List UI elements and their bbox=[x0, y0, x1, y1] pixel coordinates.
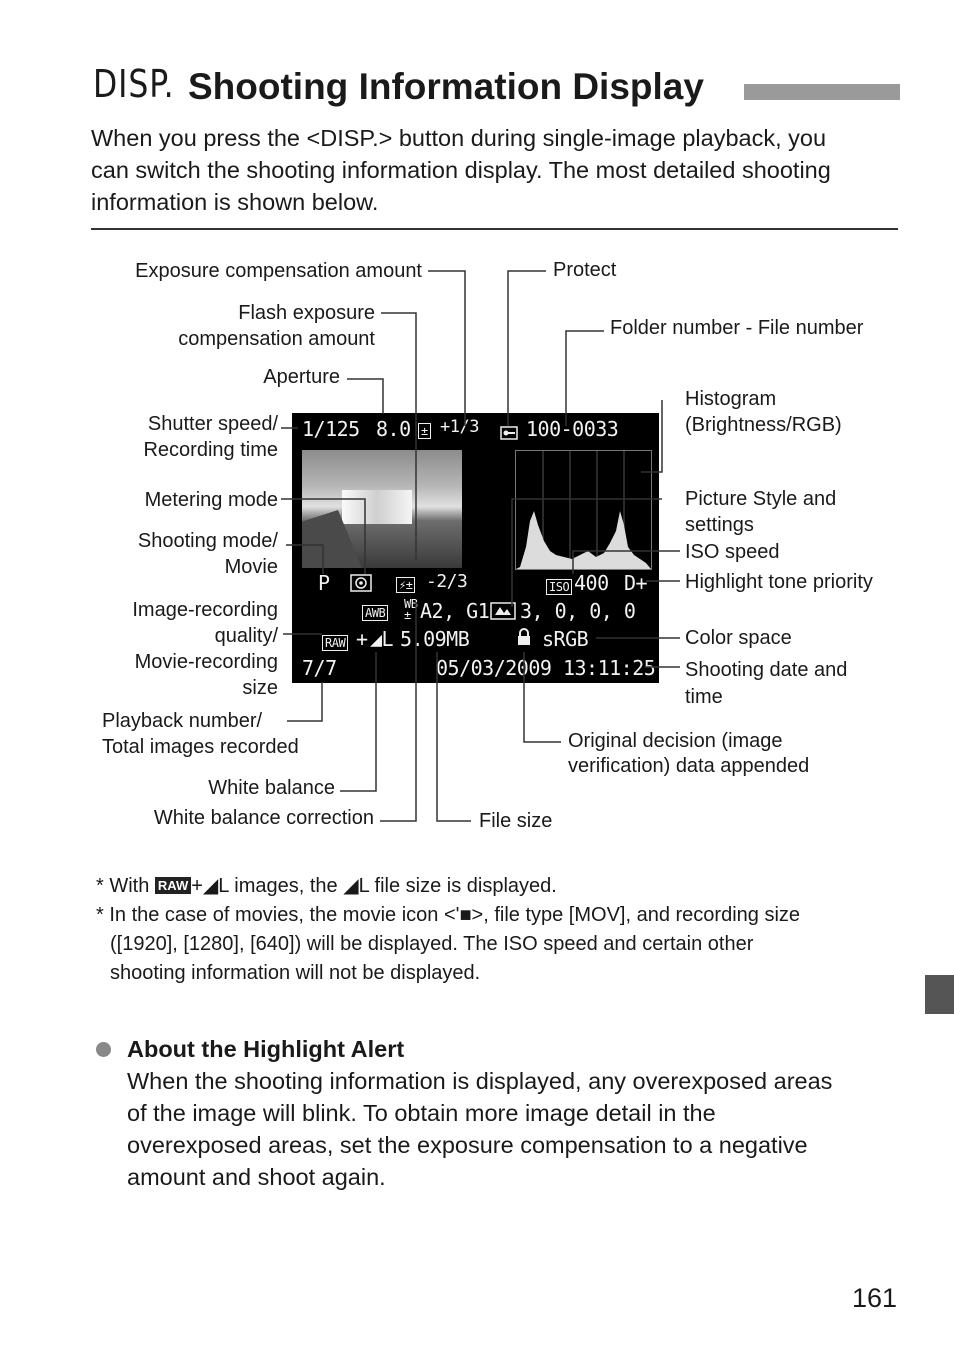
lcd-quality-plus: + bbox=[356, 627, 368, 651]
note-1: * With RAW +◢L images, the ◢L file size is displayed. bbox=[96, 875, 557, 897]
highlight-alert-heading: About the Highlight Alert bbox=[127, 1036, 405, 1062]
label-date-1: Shooting date and bbox=[685, 659, 848, 681]
label-shooting-mode-1: Shooting mode/ bbox=[137, 530, 278, 552]
label-file-size: File size bbox=[479, 810, 553, 832]
page-title: Shooting Information Display bbox=[188, 66, 704, 107]
lcd-flash-comp: -2/3 bbox=[426, 571, 468, 592]
label-metering: Metering mode bbox=[144, 489, 278, 511]
label-folder-file: Folder number - File number bbox=[610, 317, 864, 339]
label-quality-4: size bbox=[242, 677, 278, 699]
label-quality-3: Movie-recording bbox=[134, 651, 278, 673]
label-flash-comp-1: Flash exposure bbox=[238, 302, 375, 324]
highlight-alert-line-3: overexposed areas, set the exposure compensation to a negative bbox=[127, 1132, 808, 1158]
label-white-balance: White balance bbox=[208, 777, 335, 799]
label-shutter-2: Recording time bbox=[143, 439, 278, 461]
disp-icon: DISP. bbox=[93, 62, 175, 106]
lcd-datetime: 05/03/2009 13:11:25 bbox=[436, 656, 656, 680]
label-date-2: time bbox=[685, 686, 723, 708]
note-2-line-3: shooting information will not be displayed. bbox=[110, 962, 481, 984]
label-playback-1: Playback number/ bbox=[102, 710, 263, 732]
bullet-icon bbox=[96, 1042, 111, 1057]
highlight-alert-line-2: of the image will blink. To obtain more image detail in the bbox=[127, 1100, 716, 1126]
quality-icon: RAW bbox=[322, 629, 350, 653]
label-iso: ISO speed bbox=[685, 541, 780, 563]
lcd-iso: 400 bbox=[574, 571, 609, 595]
lcd-shooting-mode: P bbox=[318, 571, 330, 595]
iso-icon: ISO bbox=[546, 573, 574, 597]
label-color-space: Color space bbox=[685, 627, 792, 649]
label-histogram-1: Histogram bbox=[685, 388, 777, 410]
label-original-2: verification) data appended bbox=[568, 755, 810, 777]
note-2-line-1: * In the case of movies, the movie icon <'■>, file type [MOV], and recording size bbox=[96, 904, 801, 926]
label-histogram-2: (Brightness/RGB) bbox=[685, 414, 842, 436]
wb-icon: AWB bbox=[362, 599, 390, 623]
label-quality-1: Image-recording bbox=[132, 599, 278, 621]
label-playback-2: Total images recorded bbox=[102, 736, 299, 758]
note-2-line-2: ([1920], [1280], [640]) will be displayed. The ISO speed and certain other bbox=[110, 933, 754, 955]
exposure-comp-icon: ± bbox=[418, 417, 433, 441]
intro-line-2: can switch the shooting information display. The most detailed shooting bbox=[91, 157, 831, 183]
page-number: 161 bbox=[852, 1283, 898, 1313]
intro-line-3: information is shown below. bbox=[91, 189, 379, 215]
label-protect: Protect bbox=[553, 259, 617, 281]
label-quality-2: quality/ bbox=[214, 625, 278, 647]
large-quality-icon: ◢L bbox=[370, 627, 394, 651]
label-flash-comp-2: compensation amount bbox=[178, 328, 375, 350]
label-picture-style-1: Picture Style and bbox=[685, 488, 837, 510]
lcd-shutter: 1/125 bbox=[302, 417, 360, 441]
lcd-folder-file: 100-0033 bbox=[526, 417, 619, 441]
label-exposure-comp: Exposure compensation amount bbox=[135, 260, 422, 282]
chapter-tab bbox=[925, 975, 954, 1014]
lcd-aperture: 8.0 bbox=[376, 417, 411, 441]
label-aperture: Aperture bbox=[263, 366, 340, 388]
wb-correction-icon: WB ± bbox=[404, 597, 418, 622]
label-shutter-1: Shutter speed/ bbox=[147, 413, 278, 435]
lcd-wb-correction: A2, G1 bbox=[420, 599, 490, 623]
highlight-alert-line-4: amount and shoot again. bbox=[127, 1164, 386, 1190]
lcd-file-size: 5.09MB bbox=[400, 627, 470, 651]
lcd-exposure-comp: +1/3 bbox=[440, 417, 479, 437]
label-shooting-mode-2: Movie bbox=[224, 556, 278, 578]
label-picture-style-2: settings bbox=[685, 514, 754, 536]
lcd-highlight-tone: D+ bbox=[624, 571, 648, 595]
lcd-playback: 7/7 bbox=[302, 656, 337, 680]
label-original-1: Original decision (image bbox=[568, 730, 783, 752]
label-wb-correction: White balance correction bbox=[153, 807, 374, 829]
lcd-color-space: sRGB bbox=[542, 627, 589, 651]
lcd-picture-style: 3, 0, 0, 0 bbox=[520, 599, 636, 623]
label-highlight: Highlight tone priority bbox=[685, 571, 873, 593]
raw-icon: RAW bbox=[155, 877, 191, 894]
flash-comp-icon: ⚡± bbox=[396, 571, 417, 595]
intro-line-1: When you press the <DISP.> button during single-image playback, you bbox=[91, 125, 827, 151]
highlight-alert-line-1: When the shooting information is displayed, any overexposed areas bbox=[127, 1068, 833, 1094]
